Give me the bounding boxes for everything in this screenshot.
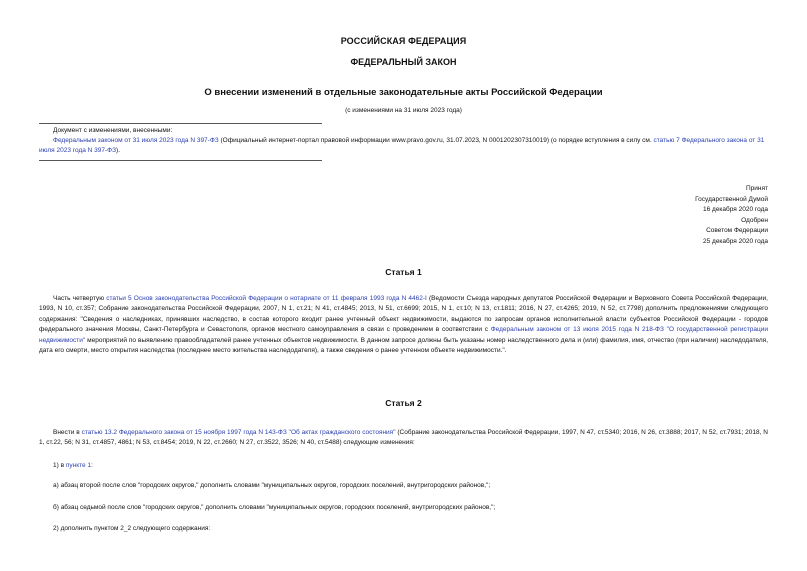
- civil-status-law-link[interactable]: статью 13.2 Федерального закона от 15 ноября 1997 года N 143-ФЗ "Об актах гражданского состояния": [81, 429, 396, 436]
- amendments-source-text: (Официальный интернет-портал правовой информации www.pravo.gov.ru, 31.07.2023, N 0001202307310019) (о порядке вступления в силу см.: [218, 137, 654, 144]
- article-2-title: Статья 2: [385, 398, 422, 408]
- list-item-text: :: [91, 462, 93, 469]
- amendments-label: Документ с изменениями, внесенными:: [53, 127, 173, 134]
- article-1-text: [39, 294, 768, 356]
- adoption-line: Государственной Думой: [695, 195, 768, 203]
- edition-note: (с изменениями на 31 июля 2023 года): [345, 107, 462, 114]
- document-title: О внесении изменений в отдельные законодательные акты Российской Федерации: [204, 87, 603, 98]
- list-item: б) абзац седьмой после слов "городских округов," дополнить словами "муниципальных округов, городских поселений, внутригородских районов,";: [53, 504, 496, 511]
- list-item: [53, 461, 93, 471]
- registration-law-link[interactable]: Федеральным законом от 13 июля 2015 года N 218-ФЗ "О государственной регистрации недвижимости": [39, 326, 768, 344]
- adoption-line: Одобрен: [741, 216, 768, 224]
- article-2-text-part: Внести в: [53, 429, 82, 436]
- amendments-close-text: ).: [116, 147, 121, 154]
- list-item: 2) дополнить пунктом 2_2 следующего содержания:: [53, 525, 211, 532]
- adoption-line: 16 декабря 2020 года: [702, 206, 768, 214]
- adoption-line: Советом Федерации: [706, 227, 768, 235]
- amendments-block: [39, 126, 774, 156]
- article-1-title: Статья 1: [385, 267, 422, 277]
- country-heading: РОССИЙСКАЯ ФЕДЕРАЦИЯ: [340, 36, 467, 46]
- list-item-text: 1) в: [53, 462, 66, 469]
- adoption-block: [695, 184, 768, 248]
- adoption-line: 25 декабря 2020 года: [702, 237, 768, 245]
- amendments-bottom-divider: [39, 160, 322, 161]
- adoption-line: Принят: [745, 185, 768, 192]
- notary-law-link[interactable]: статьи 5 Основ законодательства Российской Федерации о нотариате от 11 февраля 1993 года N 4462-I: [106, 295, 427, 302]
- article-1-text-part: Часть четвертую: [53, 295, 107, 302]
- list-item: а) абзац второй после слов "городских округов," дополнить словами "муниципальных округов, городских поселений, внутригородских районов,";: [53, 482, 491, 489]
- clause-1-link[interactable]: пункте 1: [65, 462, 92, 469]
- article-1-text-part: (Ведомости Съезда народных депутатов Российской Федерации и Верховного Совета Российской Федерации, 1993, N 10, ст.357; Собрание законодательства Российской Федерации, 2007, N 1, ст.21; N 41, ст.4845; 2013, N 51, ст.6699; 2015, N 1, ст.10; N 13, ст.1811; 2016, N 27, ст.4265; 2019, N 52, ст.7798) дополнить предложениями следующего содержания: "Сведения о наследниках, принявших наследство, в состав которого входит ранее учтенный объект недвижимости, выдаются по запросам органов исполнительной власти субъектов Российской Федерации - городов федерального значения Москвы, Санкт-Петербурга и Севастополя, органов местного самоуправления в связи с проведением в соответствии с: [39, 295, 768, 334]
- article-2-text-part: (Собрание законодательства Российской Федерации, 1997, N 47, ст.5340; 2016, N 26, ст.3888; 2017, N 52, ст.7931; 2018, N 1, ст.22, 56; N 31, ст.4857, 4861; N 53, ст.8454; 2019, N 22, ст.2660; N 27, ст.3522, 3526; N 40, ст.5488) следующие изменения:: [39, 429, 769, 447]
- amendments-text: [39, 136, 774, 156]
- document-type-heading: ФЕДЕРАЛЬНЫЙ ЗАКОН: [350, 57, 457, 67]
- article-1-text-part: мероприятий по выявлению правообладателей ранее учтенных объектов недвижимости. В данном запросе должны быть указаны номер наследственного дела и (или) фамилия, имя, отчество (при наличии) наследодателя, дата его смерти, место открытия наследства (последнее место жительства наследодателя), а также сведения о ранее учтенном объекте недвижимости.".: [39, 336, 768, 355]
- article-2-text: [39, 428, 768, 449]
- amendments-top-divider: [39, 123, 322, 124]
- article-7-link[interactable]: статью 7 Федерального закона от 31 июля 2023 года N 397-ФЗ: [39, 137, 765, 154]
- amending-law-link[interactable]: Федеральным законом от 31 июля 2023 года N 397-ФЗ: [53, 137, 219, 144]
